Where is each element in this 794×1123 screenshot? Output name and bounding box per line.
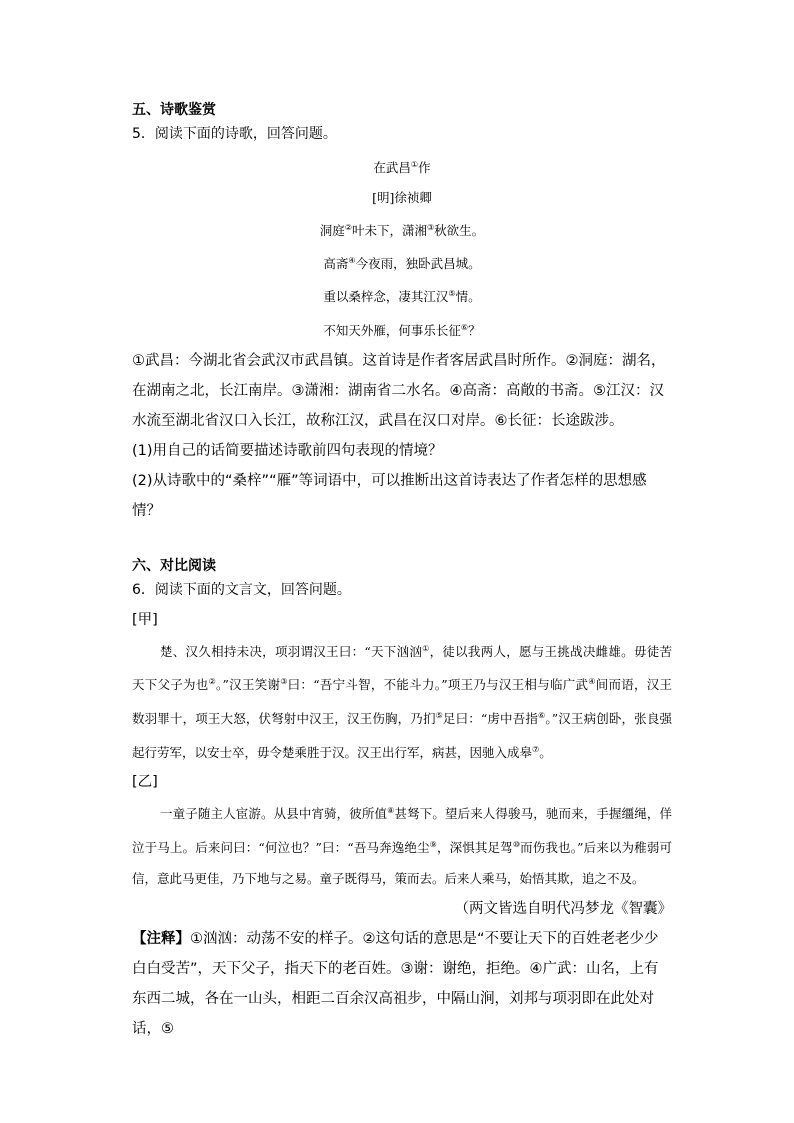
- poem-line: 重以桑梓念，凄其江汉⑤情。: [323, 289, 481, 305]
- question-6-prompt: 6．阅读下面的文言文，回答问题。: [132, 581, 351, 598]
- poem-line: 高斋④今夜雨，独卧武昌城。: [323, 256, 481, 272]
- annotations: 【注释】①汹汹：动荡不安的样子。②这句话的意思是“不要让天下的百姓老老少少白白受苦”，天下父子，指天下的老百姓。③谢：谢绝，拒绝。④广武：山名，上有东西二城，各在一山头，相距二百余汉高祖步，中隔山涧，刘邦与项羽即在此处对话，⑤: [132, 931, 659, 1038]
- poem-title: 在武昌①作: [373, 160, 431, 176]
- question-5-prompt: 5．阅读下面的诗歌，回答问题。: [132, 126, 337, 142]
- passage-jia-label: [甲]: [132, 611, 158, 628]
- passage-yi: 一童子随主人宦游。从县中宵骑，彼所值⑧甚驽下。望后来人得骏马，驰而来，手握缰绳，佯泣于马上。后来问曰：“何泣也？”曰：“吾马奔逸绝尘⑨，深惧其足驾⑩而伤我也。”后来以为稚弱可信，意此马更佳，乃下地与之易。童子既得马，策而去。后来人乘马，始悟其欺，追之不及。: [132, 806, 672, 886]
- source-citation: （两文皆选自明代冯梦龙《智囊》: [454, 901, 672, 918]
- sub-question-2: (2)从诗歌中的“桑梓”“雁”等词语中，可以推断出这首诗表达了作者怎样的思想感情？: [132, 472, 647, 519]
- poem-line: 洞庭②叶未下，潇湘③秋欲生。: [319, 223, 485, 239]
- passage-jia: 楚、汉久相持未决，项羽谓汉王曰：“天下汹汹①，徒以我两人，愿与王挑战决雌雄。毋徒苦天下父子为也②。”汉王笑谢③曰：“吾宁斗智，不能斗力。”项王乃与汉王相与临广武④间而语，汉王数羽罪十，项王大怒，伏弩射中汉王，汉王伤胸，乃扪⑤足曰：“虏中吾指⑥。”汉王病创卧，张良强起行劳军，以安士卒，毋令楚乘胜于汉。汉王出行军，病甚，因驰入成皋⑦。: [132, 643, 672, 760]
- poem-line: 不知天外雁，何事乐长征⑥？: [323, 322, 481, 338]
- poem-notes: ①武昌：今湖北省会武汉市武昌镇。这首诗是作者客居武昌时所作。②洞庭：湖名，在湖南之北，长江南岸。③潇湘：湖南省二水名。④高斋：高敞的书斋。⑤江汉：汉水流至湖北省汉口入长江，故称江汉，武昌在汉口对岸。⑥长征：长途跋涉。: [132, 352, 666, 429]
- poem-author: [明]徐祯卿: [372, 190, 432, 206]
- sub-question-1: (1)用自己的话简要描述诗歌前四句表现的情境？: [132, 442, 443, 459]
- passage-yi-label: [乙]: [132, 774, 158, 791]
- section-6-title: 六、对比阅读: [132, 557, 216, 574]
- section-5-title: 五、诗歌鉴赏: [132, 102, 216, 118]
- poem: [132, 150, 672, 346]
- document-page: [132, 98, 672, 1044]
